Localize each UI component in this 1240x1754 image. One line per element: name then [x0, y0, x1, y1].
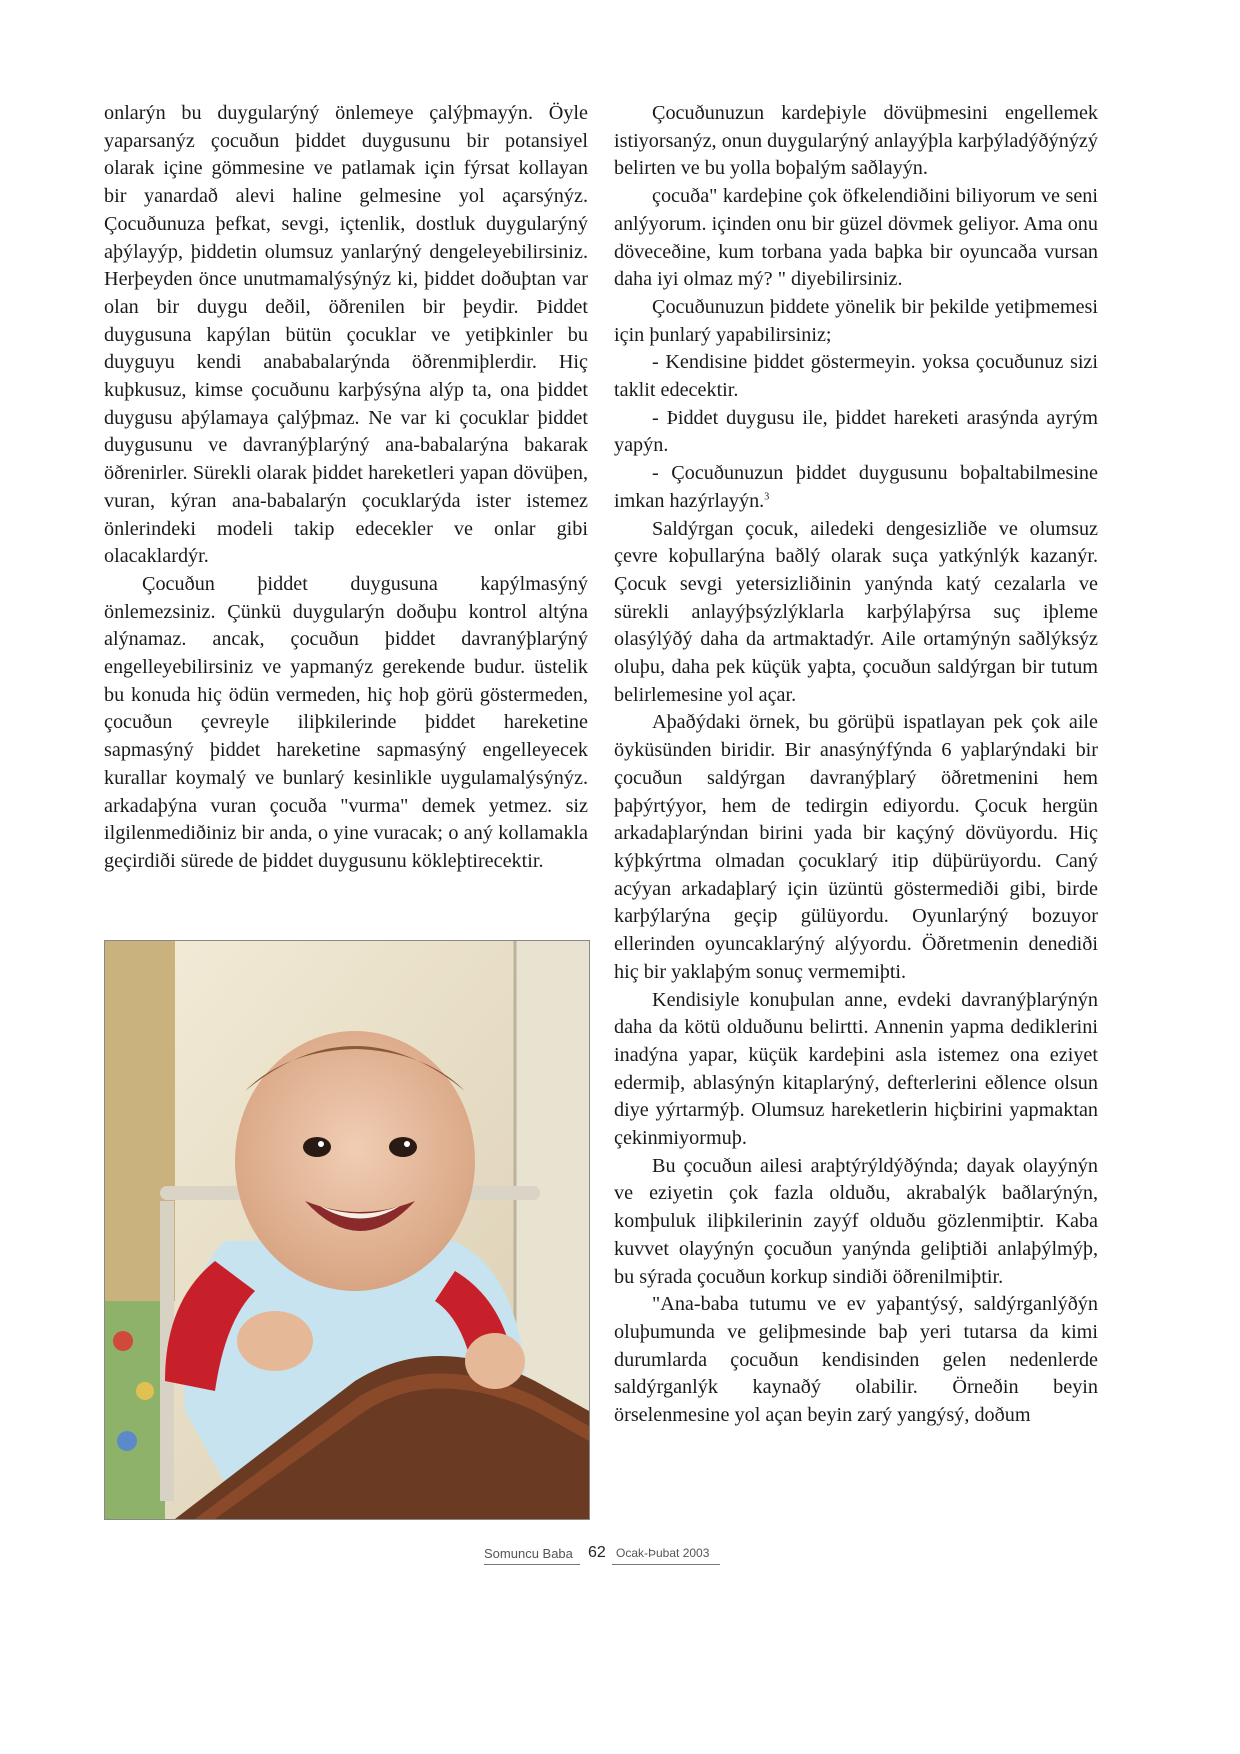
- right-column: [614, 100, 1098, 1430]
- list-item: - Þiddet duygusu ile, þiddet hareketi arasýnda ayrým yapýn.: [614, 406, 1098, 457]
- footer-rule-left: [484, 1564, 580, 1565]
- paragraph: Kendisiyle konuþulan anne, evdeki davranýþlarýnýn daha da kötü olduðunu belirtti. Annenin yapma dediklerini inadýna yapar, küçük kardeþini asla istemez ona eziyet edermiþ, ablasýnýn kitaplarýný, defterlerini eðlence olsun diye yýrtarmýþ. Olumsuz hareketlerin hiçbirini yapmaktan çekinmiyormuþ.: [614, 988, 1098, 1150]
- paragraph: Çocuðunuzun þiddete yönelik bir þekilde yetiþmemesi için þunlarý yapabilirsiniz;: [614, 295, 1098, 346]
- paragraph: Çocuðun þiddet duygusuna kapýlmasýný önlemezsiniz. Çünkü duygularýn doðuþu kontrol altýna alýnamaz. ancak, çocuðun þiddet davranýþlarýný engelleyebilirsiniz ve yapmanýz gerekende budur. üstelik bu konuda hiç ödün vermeden, hiç hoþ görü göstermeden, çocuðun çevreyle iliþkilerinde þiddet hareketine sapmasýný þiddet hareketine sapmasýný engelleyecek kurallar koymalý ve bunlarý kesinlikle uygulamalýsýnýz. arkadaþýna vuran çocuða "vurma" demek yetmez. siz ilgilenmediðiniz bir anda, o yine vuracak; o aný kollamakla geçirdiði sürede de þiddet duygusunu kökleþtirecektir.: [104, 572, 588, 872]
- paragraph: Aþaðýdaki örnek, bu görüþü ispatlayan pek çok aile öyküsünden biridir. Bir anasýnýfýnda 6 yaþlarýndaki bir çocuðun saldýrgan davranýþlarý öðretmenini hem þaþýrtýyor, hem de tedirgin ediyordu. Çocuk hergün arkadaþlarýndan birini yada bir kaçýný dövüyordu. Hiç kýþkýrtma olmadan çocuklarý itip düþürüyordu. Caný acýyan arkadaþlarý için üzüntü göstermediði gibi, birde karþýlarýna geçip gülüyordu. Oyunlarýný bozuyor ellerinden oyuncaklarýný alýyordu. Öðretmenin denediði hiç bir yaklaþým sonuç vermemiþti.: [614, 711, 1098, 983]
- page-number: 62: [588, 1544, 606, 1561]
- paragraph: çocuða" kardeþine çok öfkelendiðini biliyorum ve seni anlýyorum. içinden onu bir güzel dövmek geliyor. Ama onu döveceðine, kum torbana yada baþka bir oyuncaða vursan daha iyi olmaz mý? " diyebilirsiniz.: [614, 185, 1098, 291]
- page-footer: [0, 1542, 1240, 1582]
- issue-date: Ocak-Þubat 2003: [616, 1546, 710, 1560]
- list-item: - Kendisine þiddet göstermeyin. yoksa çocuðunuz sizi taklit edecektir.: [614, 351, 1098, 402]
- list-item: [614, 460, 1098, 515]
- left-column: [104, 100, 588, 876]
- magazine-name: Somuncu Baba: [484, 1546, 573, 1561]
- paragraph: onlarýn bu duygularýný önlemeye çalýþmayýn. Öyle yaparsanýz çocuðun þiddet duygusunu bir potansiyel olarak içine gömmesine ve patlamak için fýrsat kollayan bir yanardað alevi haline gelmesine yol açarsýnýz. Çocuðunuza þefkat, sevgi, içtenlik, dostluk duygularýný aþýlayýp, þiddetin olumsuz yanlarýný dengeleyebilirsiniz. Herþeyden önce unutmamalýsýnýz ki, þiddet doðuþtan var olan bir duygu deðil, öðrenilen bir þeydir. Þiddet duygusuna kapýlan bütün çocuklar ve yetiþkinler bu duyguyu kendi anababalarýnda öðrenmiþlerdir. Hiç kuþkusuz, kimse çocuðunu karþýsýna alýp ta, ona þiddet duygusu aþýlamaya çalýþmaz. Ne var ki çocuklar þiddet duygusunu ve davranýþlarýný ana-babalarýna bakarak öðrenirler. Sürekli olarak þiddet hareketleri yapan dövüþen, vuran, kýran ana-babalarýn çocuklarýda ister istemez önlerindeki modeli takip edecekler ve onlar gibi olacaklardýr.: [104, 102, 588, 568]
- paragraph: Çocuðunuzun kardeþiyle dövüþmesini engellemek istiyorsanýz, onun duygularýný anlayýþla karþýladýðýnýzý belirten ve bu yolla boþalým saðlayýn.: [614, 102, 1098, 180]
- paragraph: Bu çocuðun ailesi araþtýrýldýðýnda; dayak olayýnýn ve eziyetin çok fazla olduðu, akrabalýk baðlarýnýn, komþuluk iliþkilerinin zayýf olduðu gözlenmiþtir. Kaba kuvvet olayýnýn çocuðun yanýnda geliþtiði anlaþýlmýþ, bu sýrada çocuðun korkup sindiði öðrenilmiþtir.: [614, 1154, 1098, 1288]
- list-item-text: - Çocuðunuzun þiddet duygusunu boþaltabilmesine imkan hazýrlayýn.: [614, 462, 1098, 512]
- footer-rule-right: [612, 1564, 720, 1565]
- paragraph: "Ana-baba tutumu ve ev yaþantýsý, saldýrganlýðýn oluþumunda ve geliþmesinde baþ yeri tutarsa da kimi durumlarda çocuðun kendisinden gelen nedenlerde saldýrganlýk kaynaðý olabilir. Örneðin beyin örselenmesine yol açan beyin zarý yangýsý, doðum: [614, 1293, 1098, 1427]
- baby-photo: [104, 940, 590, 1520]
- paragraph: Saldýrgan çocuk, ailedeki dengesizliðe ve olumsuz çevre koþullarýna baðlý olarak suça yatkýnlýk kazanýr. Çocuk sevgi yetersizliðinin yanýnda katý cezalarla ve sürekli anlayýþsýzlýklarla karþýlaþýrsa suç iþleme olasýlýðý daha da artmaktadýr. Aile ortamýnýn saðlýksýz oluþu, daha pek küçük yaþta, çocuðun saldýrgan bir tutum belirlemesine yol açar.: [614, 517, 1098, 706]
- footnote-marker: 3: [764, 491, 770, 503]
